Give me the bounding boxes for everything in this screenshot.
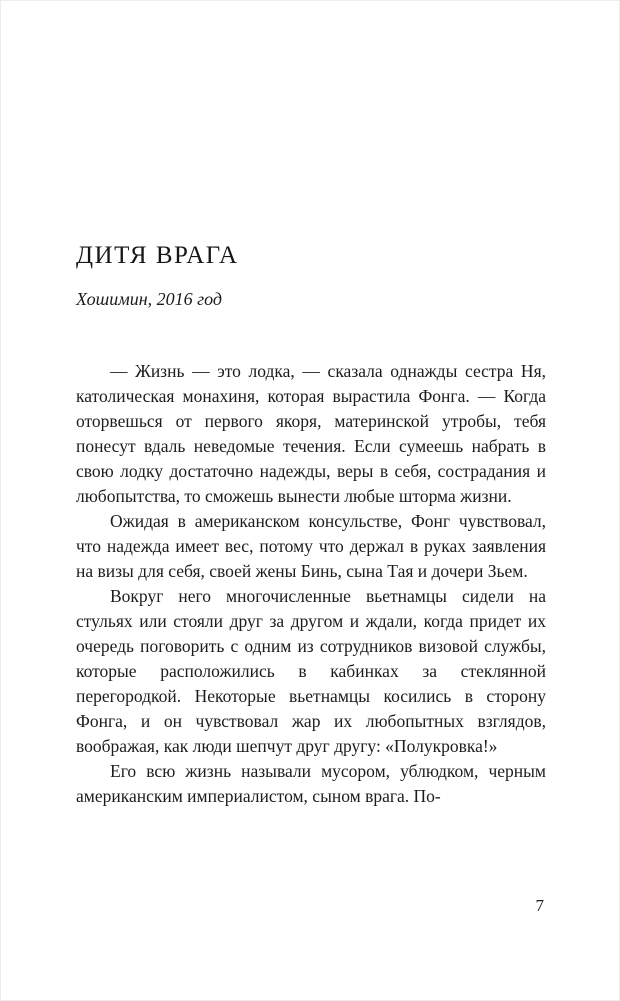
chapter-subtitle: Хошимин, 2016 год <box>76 289 223 309</box>
body-text <box>76 359 546 809</box>
paragraph: Его всю жизнь называли мусором, ублюдком, черным американским империалистом, сыном врага. По- <box>76 761 546 806</box>
paragraph: Вокруг него многочисленные вьетнамцы сидели на стульях или стояли друг за другом и ждали, когда придет их очередь поговорить с одним из сотрудников визовой службы, которые расположились в кабинках за стеклянной перегородкой. Некоторые вьетнамцы косились в сторону Фонга, и он чувствовал жар их любопытных взглядов, воображая, как люди шепчут друг другу: «Полукровка!» <box>76 586 546 756</box>
page-number: 7 <box>535 896 544 915</box>
paragraph: Ожидая в американском консульстве, Фонг чувствовал, что надежда имеет вес, потому что держал в руках заявления на визы для себя, своей жены Бинь, сына Тая и дочери Зьем. <box>76 511 546 581</box>
paragraph: — Жизнь — это лодка, — сказала однажды сестра Ня, католическая монахиня, которая вырастила Фонга. — Когда оторвешься от первого якоря, материнской утробы, тебя понесут вдаль неведомые течения. Если сумеешь набрать в свою лодку достаточно надежды, веры в себя, сострадания и любопытства, то сможешь вынести любые шторма жизни. <box>76 361 546 506</box>
page-content <box>76 241 546 809</box>
chapter-title: ДИТЯ ВРАГА <box>76 242 239 269</box>
